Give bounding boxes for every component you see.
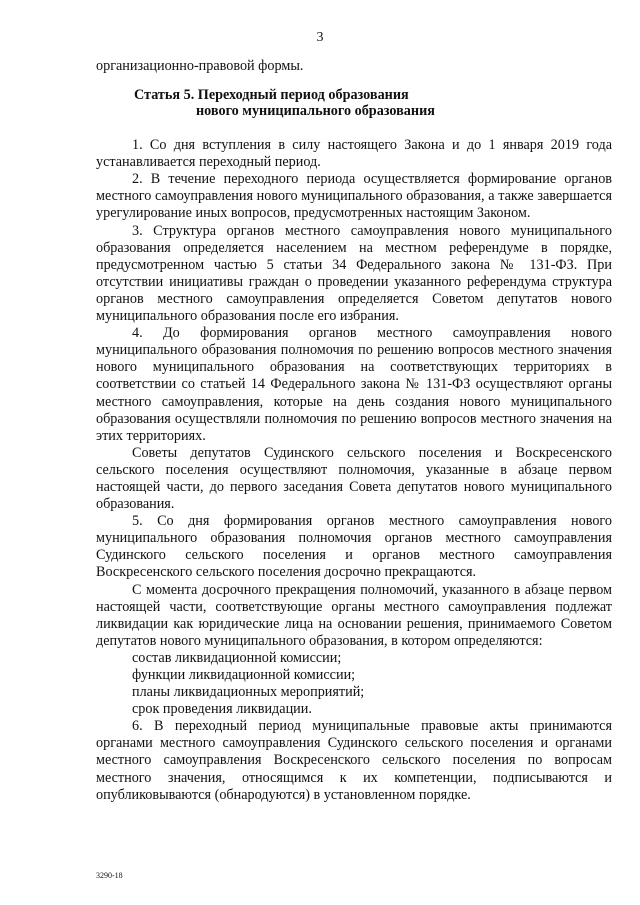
paragraph-2: 2. В течение переходного периода осуществляется формирование органов местного самоуправления нового муниципального образования, а также завершается урегулирование иных вопросов, предусмотренных настоящим Законом. (96, 171, 612, 222)
paragraph-1: 1. Со дня вступления в силу настоящего Закона и до 1 января 2019 года устанавливается переходный период. (96, 137, 612, 171)
list-item: функции ликвидационной комиссии; (132, 667, 356, 683)
lead-text: организационно-правовой формы. (96, 58, 304, 74)
paragraph-4-councils: Советы депутатов Судинского сельского поселения и Воскресенского сельского поселения осуществляют полномочия, указанные в абзаце первом настоящей части, до первого заседания Совета депутатов нового муниципального образования. (96, 444, 612, 513)
paragraph-4: 4. До формирования органов местного самоуправления нового муниципального образования полномочия по решению вопросов местного значения нового муниципального образования на соответствующих территориях в соответствии со статьей 14 Федерального закона № 131-ФЗ осуществляют органы местного самоуправления, которые на день создания нового муниципального образования осуществляли полномочия по решению вопросов местного значения на этих территориях. (96, 325, 612, 444)
paragraph-6: 6. В переходный период муниципальные правовые акты принимаются органами местного самоуправления Судинского сельского поселения и органами местного самоуправления Воскресенского сельского поселения по вопросам местного значения, относящимся к их компетенции, подписываются и опубликовываются (обнародуются) в установленном порядке. (96, 718, 612, 803)
list-item: планы ликвидационных мероприятий; (132, 684, 365, 701)
paragraph-5-liquidation: С момента досрочного прекращения полномочий, указанного в абзаце первом настоящей части, соответствующие органы местного самоуправления подлежат ликвидации как юридические лица на основании решения, принимаемого Советом депутатов нового муниципального образования, в котором определяются: (96, 581, 612, 649)
list-item: состав ликвидационной комиссии; (132, 649, 342, 666)
article-heading (96, 87, 612, 119)
article-heading-line-1: Статья 5. Переходный период образования (134, 87, 409, 104)
footer-code: 3290-18 (96, 871, 123, 880)
list-item: срок проведения ликвидации. (132, 701, 312, 718)
document-body (96, 58, 612, 804)
paragraph-5: 5. Со дня формирования органов местного самоуправления нового муниципального образования полномочия органов местного самоуправления Судинского сельского поселения и органов местного самоуправления Воскресенского сельского поселения досрочно прекращаются. (96, 513, 612, 581)
article-heading-line-2: нового муниципального образования (196, 103, 435, 120)
page-number: 3 (316, 30, 324, 45)
paragraph-3: 3. Структура органов местного самоуправления нового муниципального образования определяется населением на местном референдуме в порядке, предусмотренном частью 5 статьи 34 Федерального закона № 131-ФЗ. При отсутствии инициативы граждан о проведении указанного референдума структура органов местного самоуправления определяется Советом депутатов нового муниципального образования после его избрания. (96, 222, 612, 325)
